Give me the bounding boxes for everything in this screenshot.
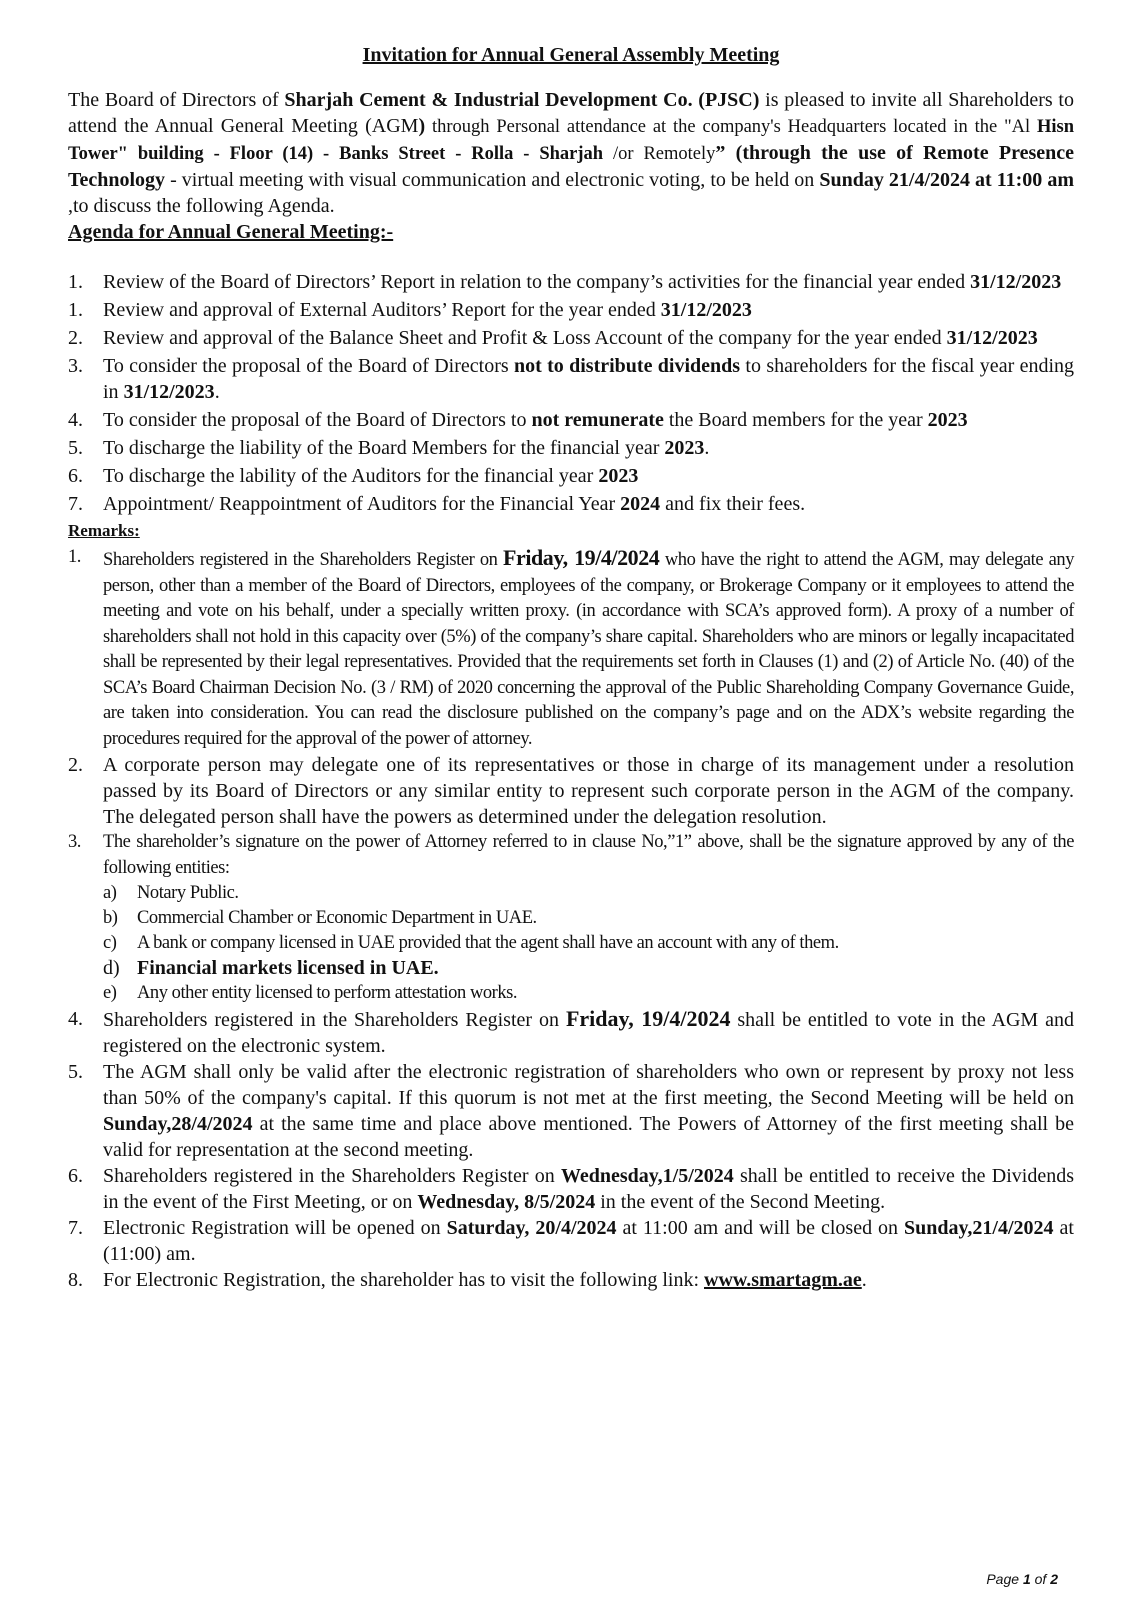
- item-date: Wednesday, 8/5/2024: [417, 1191, 596, 1213]
- item-number: 7.: [68, 493, 83, 515]
- item-number: 2.: [68, 327, 83, 349]
- item-date: 31/12/2023: [946, 327, 1038, 349]
- item-number: 8.: [68, 1269, 83, 1291]
- item-letter: b): [103, 908, 118, 928]
- item-number: 3.: [68, 832, 81, 852]
- entity-item: [103, 906, 1074, 931]
- agenda-item: [68, 463, 1074, 489]
- meeting-location: Hisn Tower" building - Floor (14) - Banks Street - Rolla - Sharjah: [68, 117, 1074, 164]
- remark-item: [68, 830, 1074, 1006]
- item-letter: a): [103, 883, 117, 903]
- agenda-list: [68, 269, 1074, 517]
- item-date: 31/12/2023: [660, 299, 752, 321]
- item-emphasis: not remunerate: [531, 409, 664, 431]
- remark-item: [68, 545, 1074, 752]
- page-label: of: [1030, 1571, 1051, 1587]
- item-text: Shareholders registered in the Shareholders Register on: [103, 1165, 561, 1187]
- remark-item: [68, 1267, 1074, 1293]
- item-text: A bank or company licensed in UAE provided that the agent shall have an account with any of them.: [137, 933, 839, 953]
- item-text: Review of the Board of Directors’ Report in relation to the company’s activities for the financial year ended: [103, 271, 971, 293]
- agenda-item: [68, 353, 1074, 405]
- item-number: 4.: [68, 1008, 83, 1030]
- item-letter: e): [103, 983, 117, 1003]
- item-text: the Board members for the year: [663, 409, 928, 431]
- item-emphasis: not to distribute dividends: [514, 355, 741, 377]
- item-text: at the same time and place above mentioned. The Powers of Attorney of the first meeting shall be valid for representation at the second meeting.: [103, 1113, 1074, 1161]
- item-text: The AGM shall only be valid after the electronic registration of shareholders who own or represent by proxy not less than 50% of the company's capital. If this quorum is not met at the first meeting, the Second Meeting will be held on: [103, 1061, 1074, 1109]
- item-number: 5.: [68, 437, 83, 459]
- intro-paragraph: [68, 87, 1074, 219]
- item-text: who have the right to attend the AGM, may delegate any person, other than a member of the Board of Directors, employees of the company, or Brokerage Company or it employees to attend the meeting and vote on his behalf, under a specially written proxy. (in accordance with SCA’s approved form). A proxy of a number of shareholders shall not hold in this capacity over (5%) of the company’s share capital. Shareholders who are minors or legally incapacitated shall be represented by their legal representatives. Provided that the requirements set forth in Clauses (1) and (2) of Article No. (40) of the SCA’s Board Chairman Decision No. (3 / RM) of 2020 concerning the approval of the Public Shareholding Company Governance Guide, are taken into consideration. You can read the disclosure published on the company’s page and on the ADX’s website regarding the procedures required for the approval of the power of attorney.: [103, 550, 1074, 749]
- item-text: For Electronic Registration, the shareholder has to visit the following link:: [103, 1269, 704, 1291]
- item-date: 2023: [664, 437, 705, 459]
- agenda-item: [68, 297, 1074, 323]
- intro-text: /or Remotely: [603, 144, 716, 164]
- item-letter: d): [103, 957, 120, 979]
- agenda-item: [68, 325, 1074, 351]
- item-date: Wednesday,1/5/2024: [560, 1165, 734, 1187]
- item-text: to shareholders for the fiscal year ending in: [103, 355, 1074, 403]
- document-page: [68, 44, 1074, 1293]
- item-text: Commercial Chamber or Economic Department in UAE.: [137, 908, 537, 928]
- item-text: A corporate person may delegate one of its representatives or those in charge of its management under a resolution passed by its Board of Directors or any similar entity to represent such corporate person in the AGM of the company. The delegated person shall have the powers as determined under the delegation resolution.: [103, 754, 1074, 828]
- current-page: 1: [1022, 1571, 1031, 1587]
- item-text: To discharge the liability of the Board Members for the financial year: [103, 437, 665, 459]
- company-name: Sharjah Cement & Industrial Development Co. (PJSC): [284, 89, 760, 111]
- item-date: Friday, 19/4/2024: [503, 545, 660, 570]
- entity-item: [103, 956, 1074, 981]
- item-text: To consider the proposal of the Board of Directors: [103, 355, 514, 377]
- item-number: 5.: [68, 1061, 83, 1083]
- item-text: Review and approval of the Balance Sheet and Profit & Loss Account of the company for the year ended: [103, 327, 947, 349]
- agenda-heading: Agenda for Annual General Meeting:-: [68, 221, 394, 243]
- item-date: Sunday,28/4/2024: [103, 1113, 253, 1135]
- item-number: 1.: [68, 271, 83, 293]
- remark-item: [68, 1006, 1074, 1059]
- item-text: in the event of the Second Meeting.: [595, 1191, 886, 1213]
- item-number: 3.: [68, 355, 83, 377]
- item-date: 31/12/2023: [123, 381, 215, 403]
- total-pages: 2: [1050, 1571, 1058, 1587]
- item-text: .: [704, 437, 710, 459]
- remark-item: [68, 752, 1074, 830]
- document-title: Invitation for Annual General Assembly Meeting: [362, 44, 780, 66]
- item-text: Electronic Registration will be opened on: [103, 1217, 447, 1239]
- item-text: Any other entity licensed to perform attestation works.: [137, 983, 518, 1003]
- item-text: .: [214, 381, 220, 403]
- meeting-datetime: Sunday 21/4/2024 at 11:00 am: [819, 169, 1075, 191]
- entity-item: [103, 931, 1074, 956]
- item-number: 7.: [68, 1217, 83, 1239]
- item-date: Friday, 19/4/2024: [565, 1006, 731, 1031]
- intro-text: is pleased to invite all Shareholders to attend the Annual General Meeting (AGM: [68, 89, 1074, 137]
- intro-text: The Board of Directors of: [68, 89, 285, 111]
- item-text: at (11:00) am.: [103, 1217, 1074, 1265]
- agenda-item: [68, 435, 1074, 461]
- item-text: at 11:00 am and will be closed on: [616, 1217, 905, 1239]
- item-number: 1.: [68, 547, 81, 567]
- intro-text: ,to discuss the following Agenda.: [68, 195, 335, 217]
- item-text: To discharge the lability of the Auditors for the financial year: [103, 465, 599, 487]
- item-text: Appointment/ Reappointment of Auditors for the Financial Year: [103, 493, 621, 515]
- item-date: Sunday,21/4/2024: [904, 1217, 1054, 1239]
- remark-item: [68, 1215, 1074, 1267]
- item-letter: c): [103, 933, 117, 953]
- intro-text: - virtual meeting with visual communication and electronic voting, to be held on: [165, 169, 820, 191]
- remark-item: [68, 1059, 1074, 1163]
- page-label: Page: [986, 1571, 1023, 1587]
- item-text: shall be entitled to vote in the AGM and registered on the electronic system.: [103, 1009, 1075, 1057]
- item-text: Review and approval of External Auditors’ Report for the year ended: [103, 299, 661, 321]
- intro-text: through Personal attendance at the company's Headquarters located in the "Al: [425, 117, 1037, 137]
- remarks-heading: Remarks:: [68, 521, 140, 540]
- item-date: 2024: [620, 493, 661, 515]
- item-text: and fix their fees.: [660, 493, 806, 515]
- item-text: shall be entitled to receive the Dividends in the event of the First Meeting, or on: [103, 1165, 1074, 1213]
- item-text: Notary Public.: [137, 883, 239, 903]
- item-number: 6.: [68, 1165, 83, 1187]
- intro-text: ): [418, 115, 426, 137]
- agenda-item: [68, 269, 1074, 295]
- item-date: 31/12/2023: [970, 271, 1062, 293]
- item-text: Shareholders registered in the Shareholders Register on: [103, 1009, 566, 1031]
- entity-item: [103, 981, 1074, 1006]
- item-date: 2023: [927, 409, 968, 431]
- remarks-list: [68, 545, 1074, 1293]
- item-text: Financial markets licensed in UAE.: [137, 957, 439, 979]
- item-number: 4.: [68, 409, 83, 431]
- remote-attendance: (through the use of Remote Presence Technology: [68, 142, 1074, 191]
- entity-list: [103, 881, 1074, 1006]
- item-number: 1.: [68, 299, 83, 321]
- item-number: 6.: [68, 465, 83, 487]
- agenda-item: [68, 407, 1074, 433]
- item-date: Saturday, 20/4/2024: [446, 1217, 617, 1239]
- item-number: 2.: [68, 754, 83, 776]
- item-text: .: [861, 1269, 867, 1291]
- item-text: The shareholder’s signature on the power of Attorney referred to in clause No,”1” above, shall be the signature approved by any of the following entities:: [103, 832, 1074, 878]
- entity-item: [103, 881, 1074, 906]
- item-text: Shareholders registered in the Shareholders Register on: [103, 550, 504, 570]
- page-number: [986, 1571, 1058, 1587]
- registration-link[interactable]: www.smartagm.ae: [704, 1269, 862, 1291]
- item-date: 2023: [598, 465, 639, 487]
- remark-item: [68, 1163, 1074, 1215]
- intro-text: ”: [715, 142, 726, 164]
- agenda-item: [68, 491, 1074, 517]
- item-text: To consider the proposal of the Board of Directors to: [103, 409, 532, 431]
